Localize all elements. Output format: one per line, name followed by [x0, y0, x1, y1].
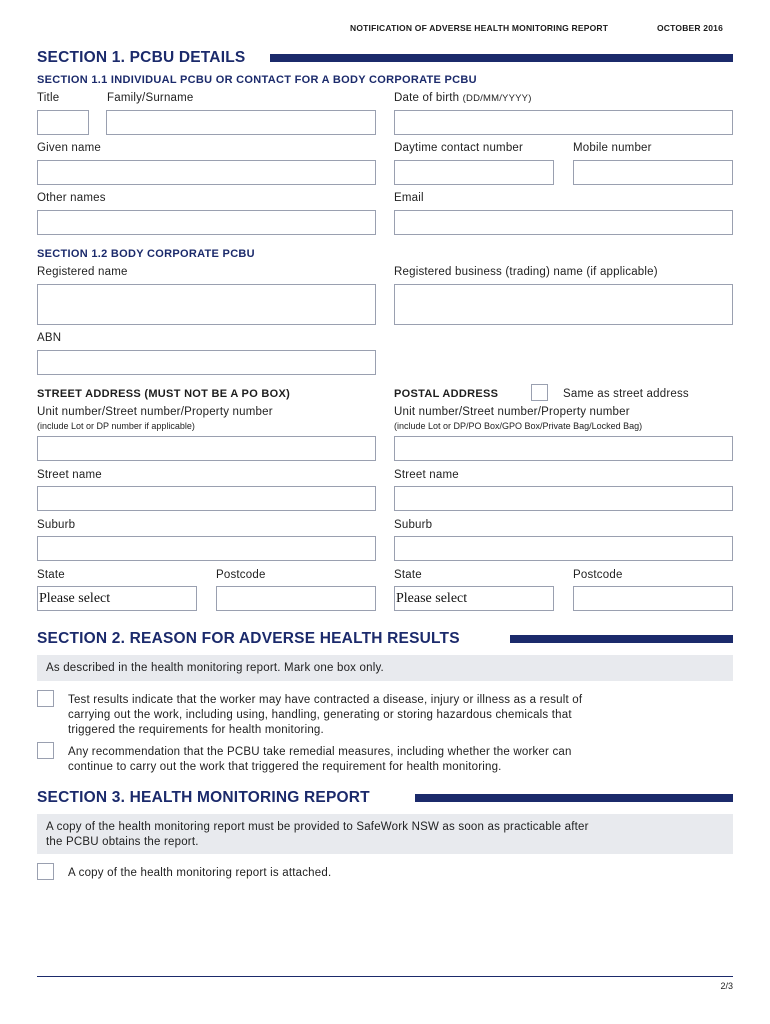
mobile-label: Mobile number: [573, 142, 652, 154]
section3-bar: [415, 794, 733, 802]
title-label: Title: [37, 92, 60, 104]
postal-state-label: State: [394, 569, 422, 581]
street-address-heading: STREET ADDRESS (MUST NOT BE A PO BOX): [37, 388, 291, 400]
postal-postcode-label: Postcode: [573, 569, 623, 581]
postal-suburb-field[interactable]: [394, 536, 733, 561]
title-field[interactable]: [37, 110, 89, 135]
street-state-select[interactable]: Please select: [37, 586, 197, 611]
abn-label: ABN: [37, 332, 62, 344]
section3-note: [46, 820, 589, 850]
report-attached-checkbox[interactable]: [37, 863, 54, 880]
section2-note: As described in the health monitoring report. Mark one box only.: [46, 662, 384, 674]
option1-line3: triggered the requirements for health monitoring.: [68, 724, 324, 736]
dob-label-text: Date of birth: [394, 92, 460, 104]
surname-label: Family/Surname: [107, 92, 194, 104]
street-unit-hint: (include Lot or DP number if applicable): [37, 421, 195, 431]
business-name-field[interactable]: [394, 284, 733, 325]
street-unit-field[interactable]: [37, 436, 376, 461]
street-postcode-label: Postcode: [216, 569, 266, 581]
dob-label: [394, 92, 532, 104]
option1-text: [68, 693, 582, 738]
daytime-field[interactable]: [394, 160, 554, 185]
postal-unit-label: Unit number/Street number/Property number: [394, 406, 630, 418]
section2-note-box: [37, 655, 733, 681]
section3-title: SECTION 3. HEALTH MONITORING REPORT: [37, 789, 370, 806]
option2-checkbox[interactable]: [37, 742, 54, 759]
postal-postcode-field[interactable]: [573, 586, 733, 611]
postal-address-heading: POSTAL ADDRESS: [394, 388, 499, 400]
option1-line2: carrying out the work, including using, handling, generating or storing hazardous chemicals that: [68, 709, 572, 721]
postal-street-field[interactable]: [394, 486, 733, 511]
mobile-field[interactable]: [573, 160, 733, 185]
registered-name-label: Registered name: [37, 266, 128, 278]
business-name-label: Registered business (trading) name (if applicable): [394, 266, 658, 278]
dob-format: (DD/MM/YYYY): [462, 93, 532, 104]
daytime-label: Daytime contact number: [394, 142, 524, 154]
same-as-street-checkbox[interactable]: [531, 384, 548, 401]
section3-note-box: [37, 814, 733, 854]
doc-header-title: NOTIFICATION OF ADVERSE HEALTH MONITORING REPORT: [350, 23, 609, 33]
postal-suburb-label: Suburb: [394, 519, 433, 531]
given-name-label: Given name: [37, 142, 102, 154]
option2-line1: Any recommendation that the PCBU take remedial measures, including whether the worker can: [68, 746, 572, 758]
postal-street-label: Street name: [394, 469, 459, 481]
section3-note-line2: the PCBU obtains the report.: [46, 836, 199, 848]
street-unit-label: Unit number/Street number/Property number: [37, 406, 273, 418]
option2-line2: continue to carry out the work that triggered the requirement for health monitoring.: [68, 761, 502, 773]
section1-2-title: SECTION 1.2 BODY CORPORATE PCBU: [37, 248, 255, 260]
street-postcode-field[interactable]: [216, 586, 376, 611]
option2-text: [68, 745, 572, 775]
section2-title: SECTION 2. REASON FOR ADVERSE HEALTH RESULTS: [37, 630, 460, 647]
street-state-label: State: [37, 569, 65, 581]
street-suburb-field[interactable]: [37, 536, 376, 561]
section1-title: SECTION 1. PCBU DETAILS: [37, 49, 246, 66]
section2-bar: [510, 635, 733, 643]
page-number: 2/3: [720, 981, 733, 991]
other-names-label: Other names: [37, 192, 106, 204]
option1-checkbox[interactable]: [37, 690, 54, 707]
report-attached-label: A copy of the health monitoring report is attached.: [68, 867, 332, 879]
email-label: Email: [394, 192, 424, 204]
street-name-label: Street name: [37, 469, 102, 481]
postal-state-select[interactable]: Please select: [394, 586, 554, 611]
street-suburb-label: Suburb: [37, 519, 76, 531]
section1-bar: [270, 54, 733, 62]
postal-unit-field[interactable]: [394, 436, 733, 461]
footer-rule: [37, 976, 733, 977]
section1-1-title: SECTION 1.1 INDIVIDUAL PCBU OR CONTACT FOR A BODY CORPORATE PCBU: [37, 74, 477, 86]
email-field[interactable]: [394, 210, 733, 235]
section3-note-line1: A copy of the health monitoring report must be provided to SafeWork NSW as soon as practicable after: [46, 821, 589, 833]
other-names-field[interactable]: [37, 210, 376, 235]
registered-name-field[interactable]: [37, 284, 376, 325]
surname-field[interactable]: [106, 110, 376, 135]
street-name-field[interactable]: [37, 486, 376, 511]
dob-field[interactable]: [394, 110, 733, 135]
postal-unit-hint: (include Lot or DP/PO Box/GPO Box/Private Bag/Locked Bag): [394, 421, 643, 431]
given-name-field[interactable]: [37, 160, 376, 185]
same-as-street-label: Same as street address: [563, 388, 689, 400]
option1-line1: Test results indicate that the worker may have contracted a disease, injury or illness as a result of: [68, 694, 583, 706]
abn-field[interactable]: [37, 350, 376, 375]
doc-header-date: OCTOBER 2016: [657, 23, 724, 33]
